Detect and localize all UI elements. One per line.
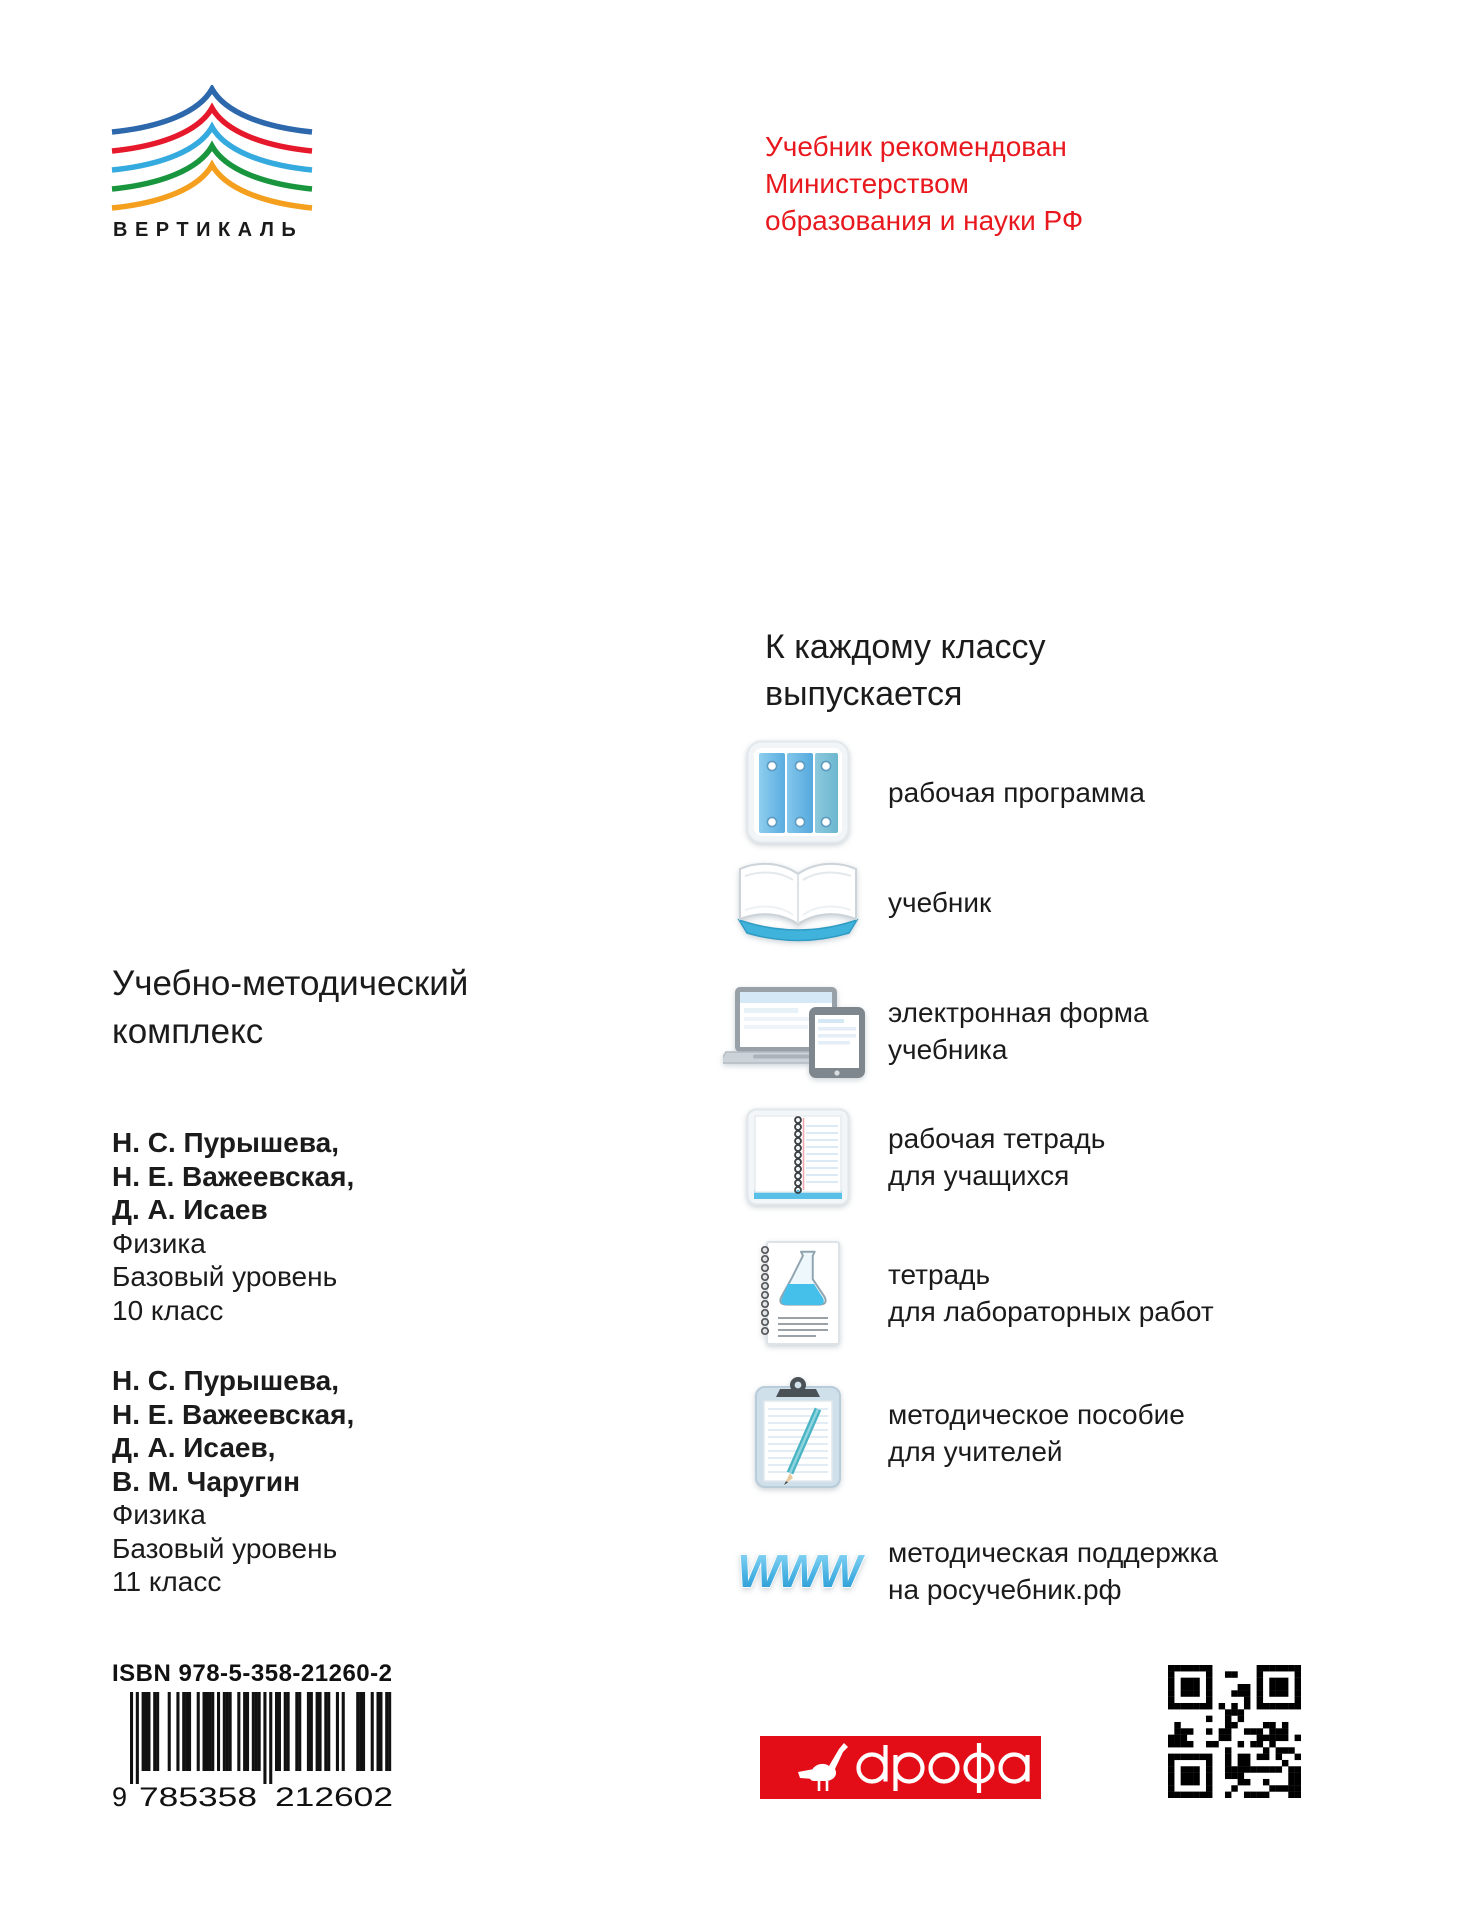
item-label-line: рабочая тетрадь	[888, 1123, 1106, 1154]
author: В. М. Чаругин	[112, 1465, 301, 1497]
list-item-lab-notebook	[722, 1238, 1214, 1348]
umk-title-line: комплекс	[112, 1012, 264, 1051]
item-label-line: для лабораторных работ	[888, 1296, 1214, 1327]
edition-detail: Базовый уровень	[112, 1532, 338, 1564]
edition-detail: Физика	[112, 1499, 206, 1530]
item-label-line: учебник	[888, 886, 992, 918]
barcode-digit-group: 212602	[275, 1782, 393, 1812]
list-item-work-program	[722, 740, 1145, 844]
spiral-notebook-icon	[722, 1108, 874, 1206]
item-label-line: рабочая программа	[888, 776, 1145, 808]
list-item-teacher-guide	[722, 1375, 1185, 1491]
open-book-icon	[722, 858, 874, 946]
item-label-line: методическая поддержка	[888, 1537, 1218, 1568]
qr-code	[1168, 1665, 1301, 1803]
barcode-digit-group: 785358	[139, 1782, 257, 1812]
author: Д. А. Исаев	[112, 1194, 268, 1225]
clipboard-pencil-icon	[722, 1375, 874, 1491]
umk-title	[112, 960, 468, 1056]
laptop-tablet-icon	[722, 982, 874, 1080]
list-item-web-support	[722, 1534, 1218, 1608]
list-item-textbook	[722, 858, 991, 946]
heading-line: К каждому классу	[765, 628, 1046, 666]
umk-title-line: Учебно-методический	[112, 964, 469, 1003]
per-class-heading	[765, 624, 1045, 718]
item-label-line: для учителей	[888, 1436, 1063, 1467]
vertikal-logo	[110, 85, 324, 242]
author: Н. Е. Важеевская,	[112, 1398, 355, 1430]
edition-grade-11	[112, 1364, 354, 1599]
list-item-workbook	[722, 1108, 1105, 1206]
author: Д. А. Исаев,	[112, 1432, 276, 1463]
edition-detail: 10 класс	[112, 1294, 224, 1326]
author: Н. Е. Важеевская,	[112, 1160, 355, 1192]
edition-grade-10	[112, 1126, 354, 1327]
ean13-barcode	[112, 1692, 412, 1814]
heading-line: выпускается	[765, 675, 963, 713]
edition-detail: Физика	[112, 1227, 206, 1259]
author: Н. С. Пурышева,	[112, 1365, 340, 1396]
www-icon	[722, 1541, 874, 1601]
item-label-line: тетрадь	[888, 1259, 991, 1290]
edition-detail: Базовый уровень	[112, 1261, 338, 1292]
list-item-ebook	[722, 982, 1149, 1080]
recommendation-line: образования и науки РФ	[765, 205, 1084, 236]
www-text: WWW	[737, 1545, 859, 1597]
item-label-line: методическое пособие	[888, 1399, 1185, 1430]
item-label-line: учебника	[888, 1034, 1008, 1065]
isbn-label: ISBN 978-5-358-21260-2	[112, 1660, 393, 1687]
item-label-line: на росучебник.рф	[888, 1574, 1122, 1605]
vertikal-wordmark: ВЕРТИКАЛЬ	[113, 219, 304, 241]
barcode-digit-group: 9	[112, 1782, 128, 1812]
recommendation-line: Министерством	[765, 168, 969, 199]
author: Н. С. Пурышева,	[112, 1127, 340, 1158]
isbn-block	[112, 1660, 412, 1814]
ministry-recommendation	[765, 128, 1083, 239]
item-label-line: электронная форма	[888, 997, 1149, 1028]
drofa-publisher-logo	[760, 1736, 1041, 1804]
binders-icon	[722, 740, 874, 844]
item-label-line: для учащихся	[888, 1160, 1070, 1191]
edition-detail: 11 класс	[112, 1566, 222, 1597]
vertikal-arcs-icon	[110, 85, 324, 212]
recommendation-line: Учебник рекомендован	[765, 131, 1067, 162]
lab-flask-notebook-icon	[722, 1238, 874, 1348]
